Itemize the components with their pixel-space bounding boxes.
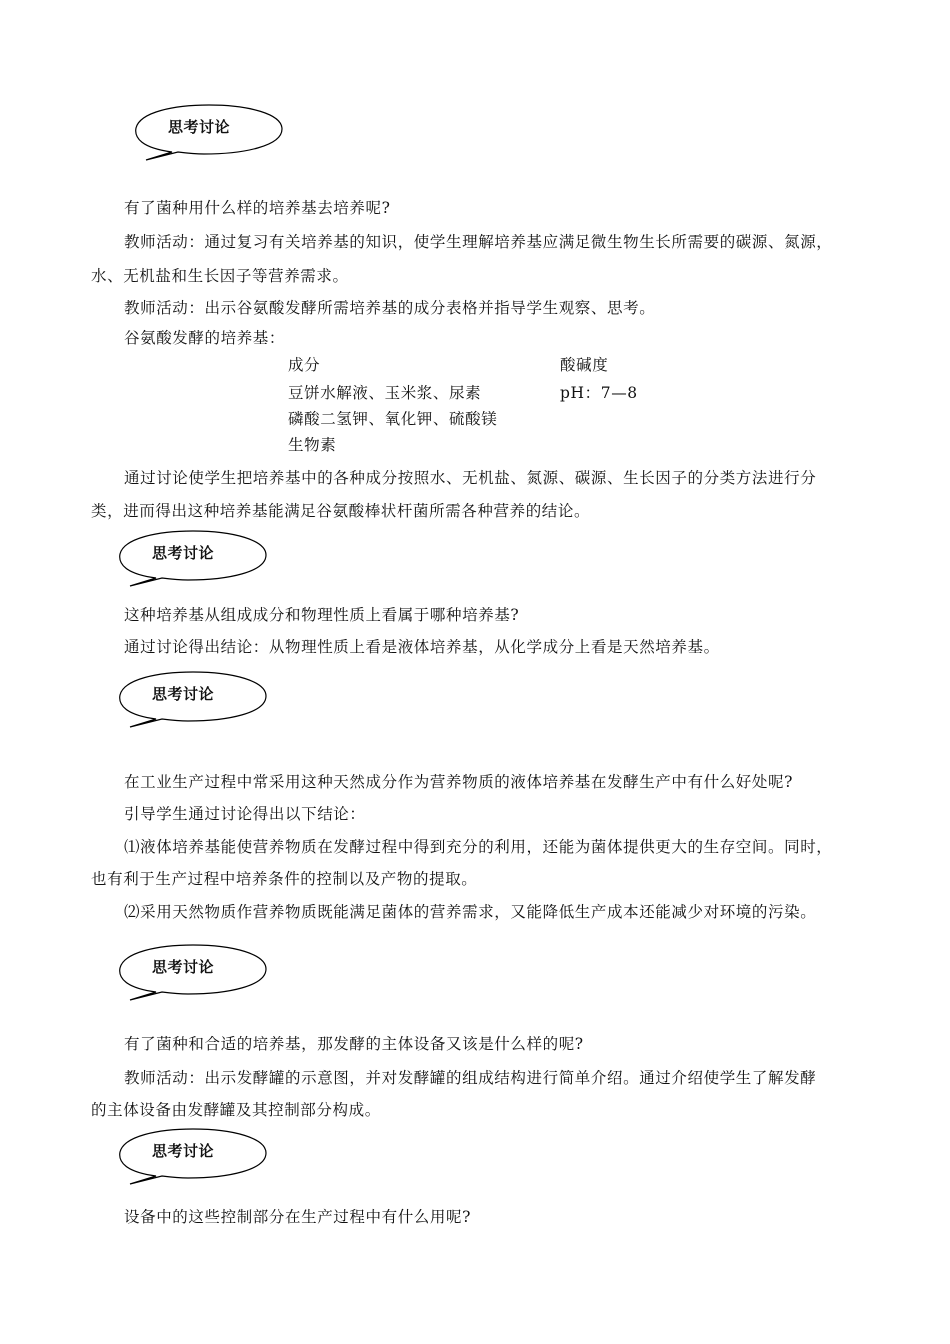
teacher-activity-1-line1: 教师活动：通过复习有关培养基的知识，使学生理解培养基应满足微生物生长所需要的碳源、氮源， (124, 233, 833, 251)
question-3: 在工业生产过程中常采用这种天然成分作为营养物质的液体培养基在发酵生产中有什么好处呢? (124, 773, 794, 791)
medium-title: 谷氨酸发酵的培养基： (124, 329, 286, 347)
table-ph-value: pH：7—8 (560, 384, 638, 402)
guide-text: 引导学生通过讨论得出以下结论： (124, 805, 366, 823)
point-1-line1: ⑴液体培养基能使营养物质在发酵过程中得到充分的利用，还能为菌体提供更大的生存空间。同时， (124, 838, 833, 856)
teacher-activity-2: 教师活动：出示谷氨酸发酵所需培养基的成分表格并指导学生观察、思考。 (124, 299, 656, 317)
discussion-bubble-3 (118, 671, 268, 737)
point-2: ⑵采用天然物质作营养物质既能满足菌体的营养需求，又能降低生产成本还能减少对环境的污染。 (124, 903, 817, 921)
question-5: 设备中的这些控制部分在生产过程中有什么用呢? (124, 1208, 472, 1226)
question-1: 有了菌种用什么样的培养基去培养呢? (124, 199, 391, 217)
bubble-label: 思考讨论 (152, 1142, 215, 1160)
table-row-2: 磷酸二氢钾、氧化钾、硫酸镁 (288, 410, 498, 428)
discussion-1-line1: 通过讨论使学生把培养基中的各种成分按照水、无机盐、氮源、碳源、生长因子的分类方法进行分 (124, 469, 817, 487)
table-row-3: 生物素 (288, 436, 337, 454)
teacher-activity-1-line2: 水、无机盐和生长因子等营养需求。 (91, 267, 349, 285)
bubble-label: 思考讨论 (152, 958, 215, 976)
table-header-ph: 酸碱度 (560, 356, 609, 374)
question-2: 这种培养基从组成成分和物理性质上看属于哪种培养基? (124, 606, 520, 624)
bubble-label: 思考讨论 (152, 685, 215, 703)
discussion-bubble-4 (118, 944, 268, 1010)
question-4: 有了菌种和合适的培养基，那发酵的主体设备又该是什么样的呢? (124, 1035, 584, 1053)
discussion-1-line2: 类，进而得出这种培养基能满足谷氨酸棒状杆菌所需各种营养的结论。 (91, 502, 591, 520)
discussion-bubble-1 (134, 104, 284, 170)
teacher-activity-4-line2: 的主体设备由发酵罐及其控制部分构成。 (91, 1101, 381, 1119)
bubble-label: 思考讨论 (168, 118, 231, 136)
discussion-bubble-2 (118, 530, 268, 596)
point-1-line2: 也有利于生产过程中培养条件的控制以及产物的提取。 (91, 870, 478, 888)
bubble-label: 思考讨论 (152, 544, 215, 562)
discussion-bubble-5 (118, 1128, 268, 1194)
conclusion-2: 通过讨论得出结论：从物理性质上看是液体培养基，从化学成分上看是天然培养基。 (124, 638, 720, 656)
teacher-activity-4-line1: 教师活动：出示发酵罐的示意图，并对发酵罐的组成结构进行简单介绍。通过介绍使学生了解发酵 (124, 1069, 817, 1087)
table-row-1: 豆饼水解液、玉米浆、尿素 (288, 384, 482, 402)
table-header-components: 成分 (288, 356, 321, 374)
